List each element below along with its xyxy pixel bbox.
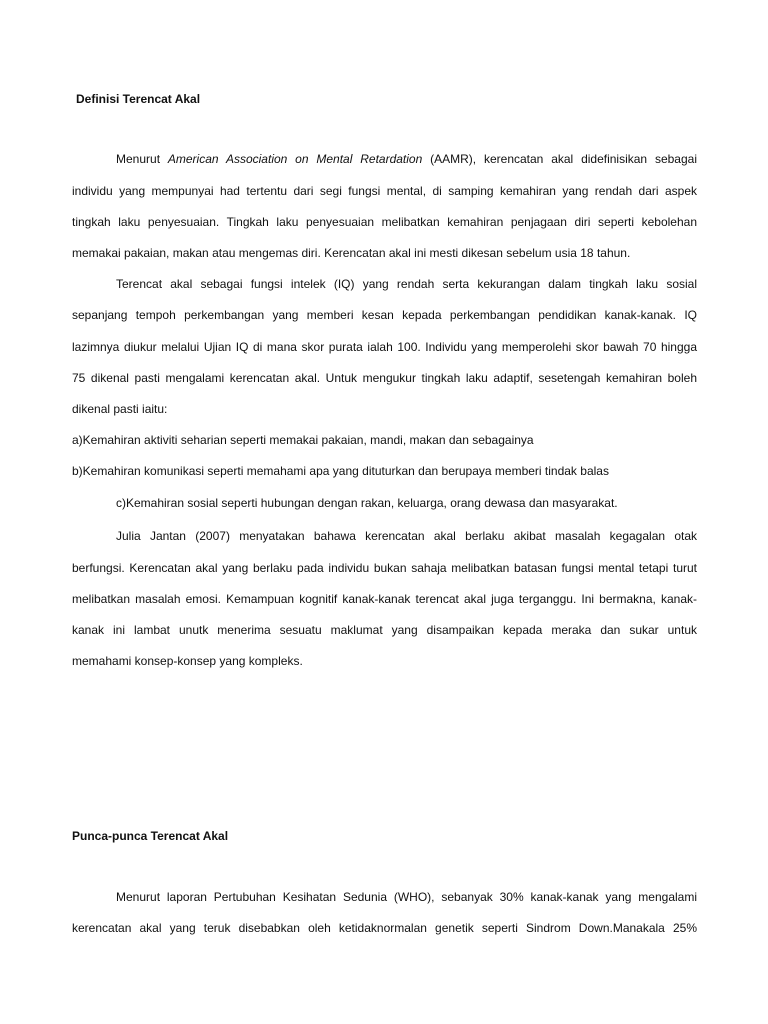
paragraph-line: tingkah laku penyesuaian. Tingkah laku penyesuaian melibatkan kemahiran penjagaan diri seperti kebolehan xyxy=(72,215,697,229)
paragraph-line: 75 dikenal pasti mengalami kerencatan akal. Untuk mengukur tingkah laku adaptif, sesetengah kemahiran boleh xyxy=(72,371,697,385)
list-item: c)Kemahiran sosial seperti hubungan dengan rakan, keluarga, orang dewasa dan masyarakat. xyxy=(116,496,618,510)
paragraph-line: memahami konsep-konsep yang kompleks. xyxy=(72,654,303,668)
organization-name: American Association on Mental Retardation xyxy=(167,152,423,166)
paragraph-line xyxy=(116,152,697,166)
text-span: Menurut xyxy=(116,152,168,166)
paragraph-line: kerencatan akal yang teruk disebabkan oleh ketidaknormalan genetik seperti Sindrom Down.Manakala 25% xyxy=(72,921,697,935)
paragraph-line: memakai pakaian, makan atau mengemas diri. Kerencatan akal ini mesti dikesan sebelum usia 18 tahun. xyxy=(72,246,631,260)
section-heading-punca: Punca-punca Terencat Akal xyxy=(72,829,229,843)
text-span: (AAMR), kerencatan akal didefinisikan sebagai xyxy=(422,152,697,166)
paragraph-line: melibatkan masalah emosi. Kemampuan kognitif kanak-kanak terencat akal juga terganggu. Ini bermakna, kanak- xyxy=(72,592,697,606)
list-item: b)Kemahiran komunikasi seperti memahami apa yang dituturkan dan berupaya memberi tindak balas xyxy=(72,464,609,478)
paragraph-line: individu yang mempunyai had tertentu dari segi fungsi mental, di samping kemahiran yang rendah dari aspek xyxy=(72,184,697,198)
paragraph-line: berfungsi. Kerencatan akal yang berlaku pada individu bukan sahaja melibatkan batasan fungsi mental tetapi turut xyxy=(72,561,697,575)
paragraph-line: Julia Jantan (2007) menyatakan bahawa kerencatan akal berlaku akibat masalah kegagalan otak xyxy=(116,529,697,543)
paragraph-line: kanak ini lambat unutk menerima sesuatu maklumat yang disampaikan kepada meraka dan sukar untuk xyxy=(72,623,697,637)
paragraph-line: sepanjang tempoh perkembangan yang memberi kesan kepada perkembangan pendidikan kanak-kanak. IQ xyxy=(72,308,697,322)
paragraph-line: Menurut laporan Pertubuhan Kesihatan Sedunia (WHO), sebanyak 30% kanak-kanak yang mengalami xyxy=(116,890,697,904)
list-item: a)Kemahiran aktiviti seharian seperti memakai pakaian, mandi, makan dan sebagainya xyxy=(72,433,534,447)
paragraph-line: dikenal pasti iaitu: xyxy=(72,402,168,416)
paragraph-line: Terencat akal sebagai fungsi intelek (IQ) yang rendah serta kekurangan dalam tingkah laku sosial xyxy=(116,277,697,291)
section-heading-definisi: Definisi Terencat Akal xyxy=(76,92,201,106)
paragraph-line: lazimnya diukur melalui Ujian IQ di mana skor purata ialah 100. Individu yang memperolehi skor bawah 70 hingga xyxy=(72,340,697,354)
